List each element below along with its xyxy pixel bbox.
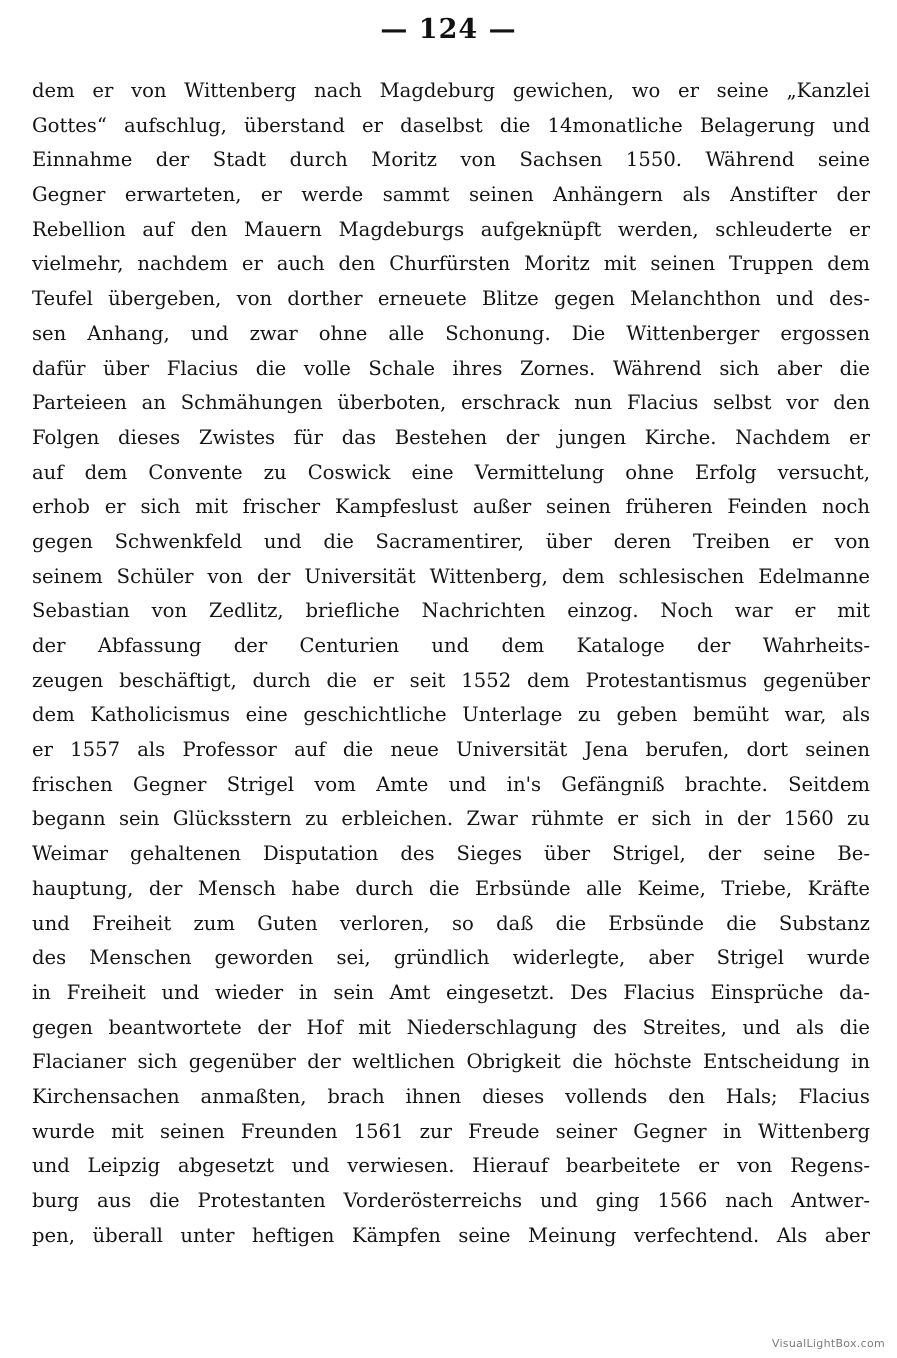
text-line: dafür über Flacius die volle Schale ihres Zornes. Während sich aber die: [32, 356, 870, 380]
text-line: Kirchensachen anmaßten, brach ihnen dieses vollends den Hals; Flacius: [32, 1084, 870, 1108]
text-line: dem Katholicismus eine geschichtliche Unterlage zu geben bemüht war, als: [32, 703, 870, 727]
text-line: in Freiheit und wieder in sein Amt eingesetzt. Des Flacius Einsprüche da-: [32, 980, 870, 1004]
text-line: und Leipzig abgesetzt und verwiesen. Hierauf bearbeitete er von Regens-: [32, 1154, 870, 1178]
body-text: [32, 74, 870, 1253]
text-line: wurde mit seinen Freunden 1561 zur Freude seiner Gegner in Wittenberg: [32, 1119, 870, 1143]
text-line: Rebellion auf den Mauern Magdeburgs aufgeknüpft werden, schleuderte er: [32, 217, 870, 241]
page-number: — 124 —: [380, 14, 517, 45]
text-line: gegen beantwortete der Hof mit Niederschlagung des Streites, und als die: [32, 1015, 870, 1039]
text-line: Gegner erwarteten, er werde sammt seinen Anhängern als Anstifter der: [32, 183, 870, 207]
text-line: burg aus die Protestanten Vorderösterreichs und ging 1566 nach Antwer-: [32, 1189, 870, 1212]
text-line: er 1557 als Professor auf die neue Universität Jena berufen, dort seinen: [32, 738, 870, 762]
text-line: zeugen beschäftigt, durch die er seit 1552 dem Protestantismus gegenüber: [32, 668, 870, 692]
text-line: begann sein Glücksstern zu erbleichen. Zwar rühmte er sich in der 1560 zu: [32, 807, 870, 831]
text-line: der Abfassung der Centurien und dem Kataloge der Wahrheits-: [32, 634, 870, 657]
text-line: dem er von Wittenberg nach Magdeburg gewichen, wo er seine „Kanzlei: [32, 79, 870, 102]
text-line: pen, überall unter heftigen Kämpfen seine Meinung verfechtend. Als aber: [32, 1223, 870, 1247]
text-line: Sebastian von Zedlitz, briefliche Nachrichten einzog. Noch war er mit: [32, 599, 870, 623]
text-line: Folgen dieses Zwistes für das Bestehen der jungen Kirche. Nachdem er: [32, 425, 870, 449]
text-line: erhob er sich mit frischer Kampfeslust außer seinen früheren Feinden noch: [32, 495, 870, 519]
text-line: Gottes“ aufschlug, überstand er daselbst die 14monatliche Belagerung und: [32, 113, 870, 137]
text-line: Teufel übergeben, von dorther erneuete Blitze gegen Melanchthon und des-: [32, 287, 870, 311]
text-line: gegen Schwenkfeld und die Sacramentirer, über deren Treiben er von: [32, 529, 870, 553]
text-line: Einnahme der Stadt durch Moritz von Sachsen 1550. Während seine: [32, 148, 870, 172]
text-line: und Freiheit zum Guten verloren, so daß die Erbsünde die Substanz: [32, 911, 870, 935]
text-line: Flacianer sich gegenüber der weltlichen Obrigkeit die höchste Entscheidung in: [32, 1050, 870, 1074]
text-line: vielmehr, nachdem er auch den Churfürsten Moritz mit seinen Truppen dem: [32, 252, 870, 276]
text-line: hauptung, der Mensch habe durch die Erbsünde alle Keime, Triebe, Kräfte: [32, 876, 870, 900]
watermark: VisualLightBox.com: [771, 1337, 885, 1350]
text-line: seinem Schüler von der Universität Wittenberg, dem schlesischen Edelmanne: [32, 564, 870, 588]
text-line: Weimar gehaltenen Disputation des Sieges über Strigel, der seine Be-: [32, 842, 870, 866]
text-line: auf dem Convente zu Coswick eine Vermittelung ohne Erfolg versucht,: [32, 460, 870, 484]
text-line: Parteieen an Schmähungen überboten, erschrack nun Flacius selbst vor den: [32, 391, 870, 415]
text-line: sen Anhang, und zwar ohne alle Schonung. Die Wittenberger ergossen: [32, 321, 870, 345]
text-line: frischen Gegner Strigel vom Amte und in's Gefängniß brachte. Seitdem: [32, 772, 870, 796]
text-line: des Menschen geworden sei, gründlich widerlegte, aber Strigel wurde: [32, 946, 870, 970]
